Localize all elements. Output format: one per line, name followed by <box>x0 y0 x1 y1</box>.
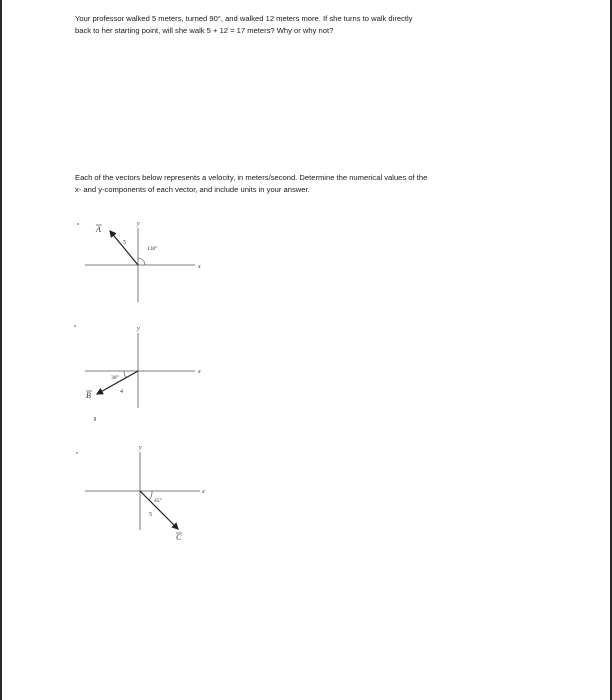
scan-dot <box>77 223 79 225</box>
vector-b-angle: 30° <box>111 375 119 381</box>
vector-a-angle: 130° <box>147 246 158 252</box>
x-axis-label: x <box>198 369 201 375</box>
vector-a-magnitude: 5 <box>123 240 126 246</box>
x-axis-label: x <box>202 489 205 495</box>
y-axis-label: y <box>139 445 142 451</box>
vector-c-magnitude: 5 <box>149 512 152 518</box>
vector-b-magnitude: 4 <box>120 389 123 395</box>
vector-a-angle-arc <box>138 258 145 265</box>
vector-diagram-b <box>74 325 201 421</box>
question-1-line: back to her starting point, will she walk 5 + 12 = 17 meters? Why or why not? <box>75 26 334 35</box>
y-axis-label: y <box>137 221 140 227</box>
vector-b-angle-arc <box>124 371 126 378</box>
x-axis-label: x <box>198 264 201 270</box>
vector-diagram-c <box>76 445 205 542</box>
vector-c-arrow <box>140 491 178 529</box>
vector-a-arrow <box>110 231 138 265</box>
vector-b-label: B <box>86 391 91 400</box>
vector-diagram-a <box>77 221 201 302</box>
scan-dot <box>76 452 78 454</box>
question-2-line: x- and y-components of each vector, and include units in your answer. <box>75 185 310 194</box>
vector-c-label: C <box>176 533 182 542</box>
question-1-line: Your professor walked 5 meters, turned 90°, and walked 12 meters more. If she turns to walk directly <box>75 14 413 23</box>
question-2-line: Each of the vectors below represents a velocity, in meters/second. Determine the numerical values of the <box>75 173 428 182</box>
vector-a-label: A <box>96 225 101 234</box>
vector-c-angle: 45° <box>154 498 162 504</box>
scan-dot <box>74 325 76 327</box>
y-axis-label: y <box>137 326 140 332</box>
vector-c-angle-arc <box>149 491 152 500</box>
